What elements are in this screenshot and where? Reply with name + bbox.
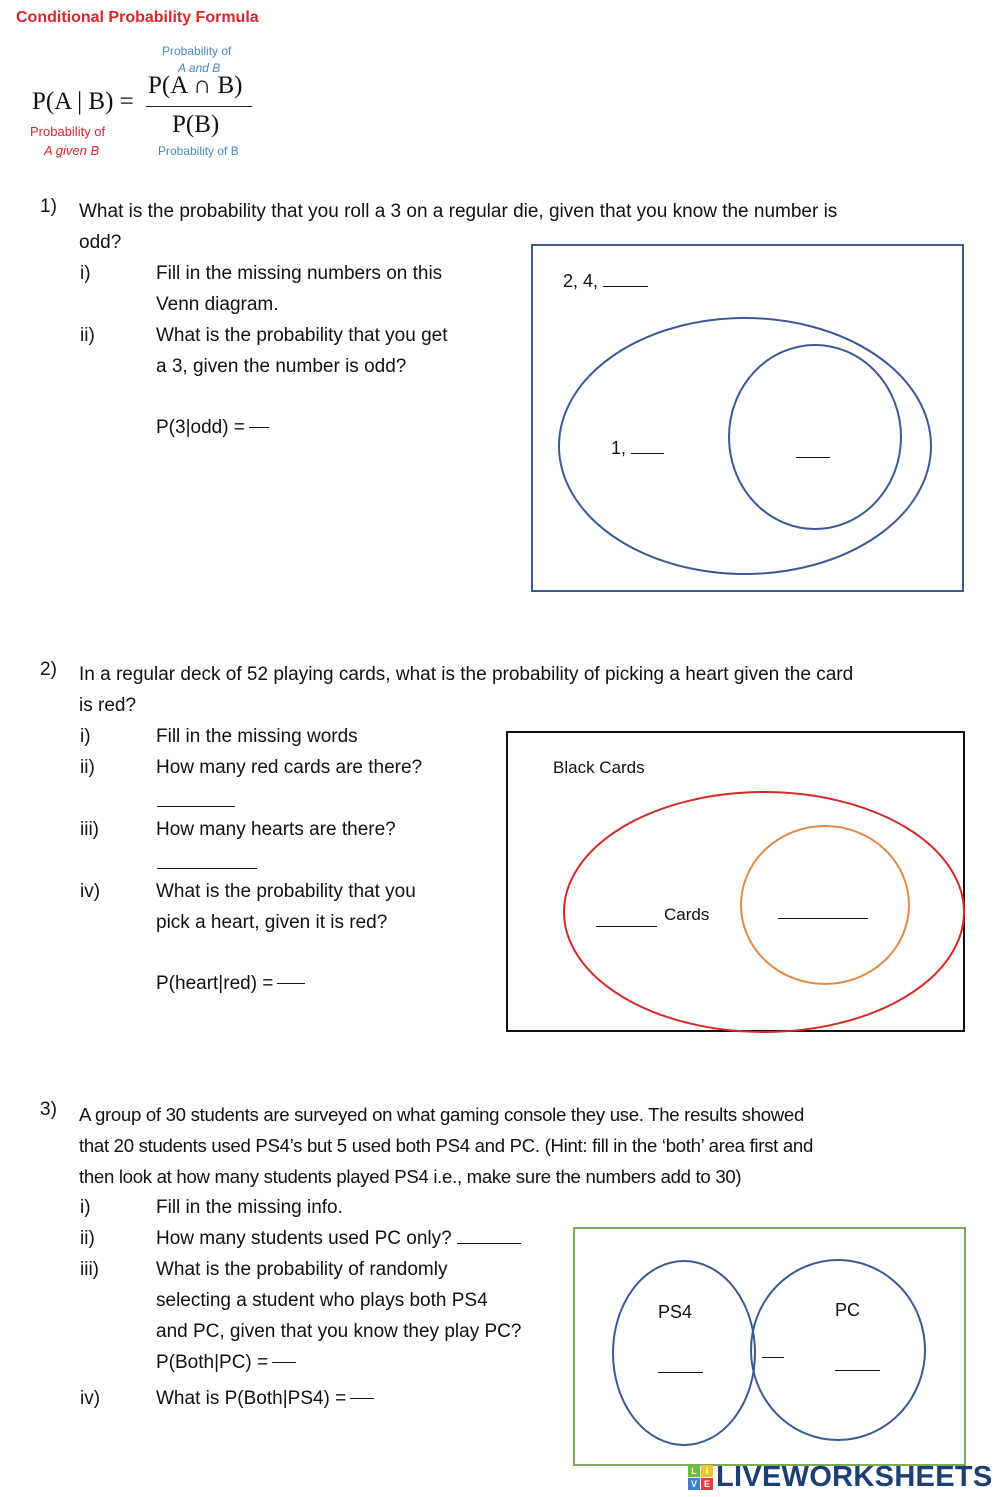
answer-line: [156, 412, 269, 443]
part-numeral: ii): [80, 1228, 95, 1249]
ps4-circle: [613, 1261, 755, 1445]
answer-label: What is P(Both|PS4) =: [156, 1388, 347, 1409]
numerator-label-line1: Probability of: [162, 44, 232, 58]
part-text: How many hearts are there?: [156, 819, 396, 840]
part-text: Venn diagram.: [156, 294, 279, 315]
part-text-line: [156, 1223, 521, 1254]
part-numeral: i): [80, 726, 91, 747]
part-numeral: ii): [80, 757, 95, 778]
liveworksheets-logo: [688, 1461, 993, 1494]
outside-blank-input[interactable]: [603, 286, 648, 287]
question-text-line1: A group of 30 students are surveyed on what gaming console they use. The results showed: [79, 1104, 804, 1125]
question-text-line3: then look at how many students played PS4 i.e., make sure the numbers add to 30): [79, 1166, 742, 1187]
logo-text: LIVEWORKSHEETS: [716, 1461, 993, 1493]
answer-line: [156, 1347, 296, 1378]
answer-label: P(3|odd) =: [156, 417, 245, 438]
part-numeral: iv): [80, 1388, 101, 1409]
red-cards-ellipse: [564, 792, 964, 1032]
numerator-label-line2: A and B: [178, 61, 221, 75]
ps4-label: PS4: [658, 1302, 693, 1322]
part-text: Fill in the missing info.: [156, 1197, 343, 1218]
part-numeral: ii): [80, 325, 95, 346]
lhs-label-line2: A given B: [44, 143, 100, 158]
logo-letter: V: [688, 1478, 700, 1490]
answer-label: P(heart|red) =: [156, 973, 274, 994]
part-text: and PC, given that you know they play PC?: [156, 1321, 522, 1342]
part-text: selecting a student who plays both PS4: [156, 1290, 488, 1311]
part-text: Fill in the missing numbers on this: [156, 263, 443, 284]
denominator-label: Probability of B: [158, 144, 239, 158]
formula-denominator: P(B): [172, 111, 220, 138]
part-text: What is the probability of randomly: [156, 1259, 448, 1280]
question-number: 1): [40, 196, 57, 217]
black-cards-label: Black Cards: [553, 758, 645, 777]
odd-set-label: [611, 438, 664, 459]
part-numeral: iii): [80, 819, 99, 840]
part-text: What is the probability that you: [156, 881, 416, 902]
hearts-answer-input[interactable]: [157, 868, 257, 869]
part-numeral: i): [80, 1197, 91, 1218]
universe-box: [532, 245, 963, 591]
fraction-bar: [146, 106, 252, 107]
answer-line: [156, 968, 305, 999]
question-text-line1: In a regular deck of 52 playing cards, what is the probability of picking a heart given the card: [79, 664, 854, 685]
logo-letter: E: [701, 1478, 713, 1490]
three-set-circle: [729, 345, 901, 529]
three-set-blank-input[interactable]: [796, 457, 830, 458]
page-title: Conditional Probability Formula: [16, 9, 259, 26]
part-text: What is the probability that you get: [156, 325, 448, 346]
hearts-set-blank-input[interactable]: [778, 918, 868, 919]
ps4-only-blank-input[interactable]: [658, 1372, 703, 1373]
formula-numerator: P(A ∩ B): [148, 72, 243, 99]
odd-set-blank-input[interactable]: [631, 453, 664, 454]
logo-letter: L: [688, 1465, 700, 1477]
logo-letter: I: [701, 1465, 713, 1477]
question-text-line2: is red?: [79, 695, 137, 716]
part-text: Fill in the missing words: [156, 726, 358, 747]
pc-only-blank-input[interactable]: [835, 1370, 880, 1371]
universe-box: [574, 1228, 965, 1465]
red-cards-answer-input[interactable]: [157, 806, 235, 807]
outside-label: [563, 271, 648, 292]
part-text: pick a heart, given it is red?: [156, 912, 388, 933]
question-text-line2: odd?: [79, 232, 122, 253]
formula-lhs: P(A | B) =: [32, 88, 134, 115]
logo-icon: [688, 1465, 713, 1490]
part-text: How many red cards are there?: [156, 757, 423, 778]
part-numeral: iv): [80, 881, 101, 902]
fraction-answer-input[interactable]: [272, 1362, 296, 1363]
outside-label-text: 2, 4,: [563, 271, 599, 291]
both-blank-input[interactable]: [762, 1357, 784, 1358]
part-numeral: i): [80, 263, 91, 284]
question-text-line2: that 20 students used PS4’s but 5 used both PS4 and PC. (Hint: fill in the ‘both’ area first and: [79, 1135, 814, 1156]
pc-label: PC: [835, 1300, 861, 1320]
question-number: 3): [40, 1099, 57, 1120]
odd-set-label-text: 1,: [611, 438, 627, 458]
red-set-label: Cards: [664, 905, 710, 924]
pc-only-answer-input[interactable]: [457, 1243, 521, 1244]
pc-circle: [751, 1260, 925, 1440]
hearts-circle: [741, 826, 909, 984]
fraction-answer-input[interactable]: [277, 983, 305, 984]
red-set-blank-input[interactable]: [596, 926, 657, 927]
fraction-answer-input[interactable]: [249, 427, 269, 428]
part-text: a 3, given the number is odd?: [156, 356, 407, 377]
answer-label: P(Both|PC) =: [156, 1352, 269, 1373]
answer-line: [156, 1383, 374, 1414]
question-number: 2): [40, 659, 57, 680]
part-text: How many students used PC only?: [156, 1228, 452, 1249]
fraction-answer-input[interactable]: [350, 1398, 374, 1399]
part-numeral: iii): [80, 1259, 99, 1280]
lhs-label-line1: Probability of: [30, 124, 106, 139]
question-text-line1: What is the probability that you roll a 3 on a regular die, given that you know the number is: [79, 201, 838, 222]
